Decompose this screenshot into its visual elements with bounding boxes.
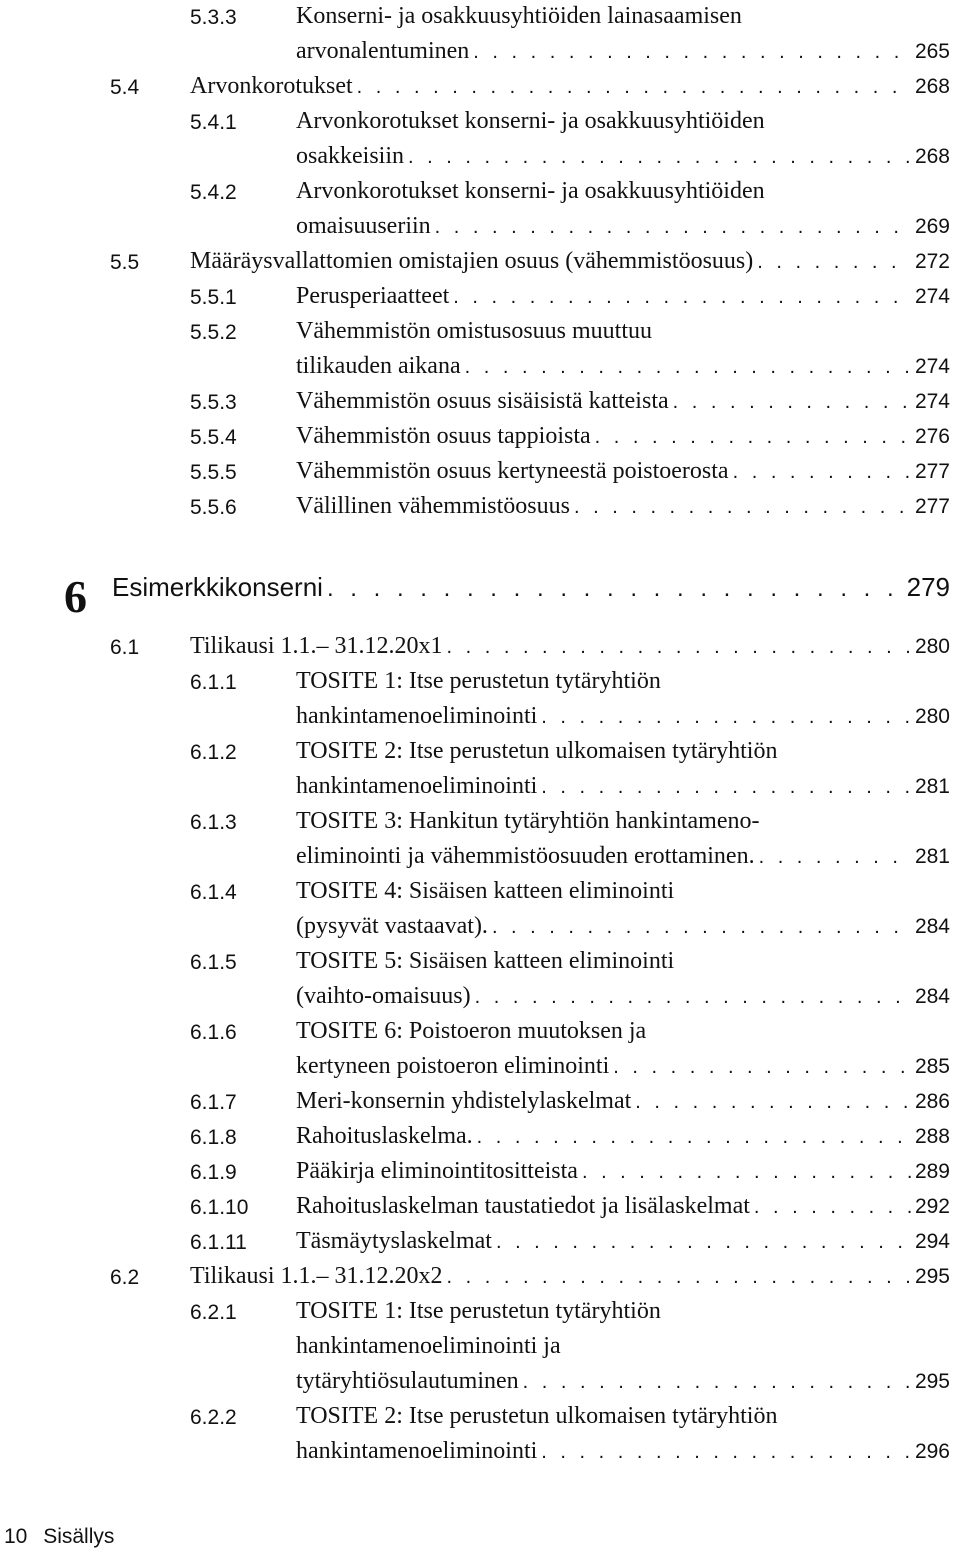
toc-entry-line bbox=[296, 384, 950, 419]
toc-entry-line bbox=[296, 1434, 950, 1469]
toc-entry-line bbox=[296, 314, 950, 349]
toc-entry-text: Välillinen vähemmistöosuus bbox=[296, 493, 570, 519]
toc-entry-number: 6.1.10 bbox=[190, 1196, 249, 1219]
toc-entry-title bbox=[296, 104, 950, 174]
toc-entry-number: 6.1.11 bbox=[190, 1231, 247, 1254]
dot-leader bbox=[357, 70, 911, 105]
toc-entry-text: hankintamenoeliminointi bbox=[296, 1438, 538, 1464]
toc-entry-number: 6.1.6 bbox=[190, 1021, 237, 1044]
toc-entry-line bbox=[296, 209, 950, 244]
toc-entry-page: 268 bbox=[914, 145, 950, 168]
toc-entry-title bbox=[296, 874, 950, 944]
toc-entry-number: 5.5.3 bbox=[190, 391, 237, 414]
toc-entry-text: TOSITE 1: Itse perustetun tytäryhtiön bbox=[296, 1298, 661, 1324]
toc-entry-text: TOSITE 2: Itse perustetun ulkomaisen tytäryhtiön bbox=[296, 738, 778, 764]
toc-entry bbox=[0, 1224, 960, 1259]
dot-leader bbox=[327, 575, 903, 603]
toc-entry-title bbox=[190, 244, 950, 279]
toc-entry-text: kertyneen poistoeron eliminointi bbox=[296, 1053, 610, 1079]
dot-leader bbox=[754, 1190, 911, 1225]
dot-leader bbox=[492, 910, 911, 945]
toc-entry bbox=[0, 279, 960, 314]
toc-entry-text: eliminointi ja vähemmistöosuuden erottaminen. bbox=[296, 843, 755, 869]
toc-entry-line bbox=[296, 1364, 950, 1399]
toc-entry-text: Arvonkorotukset bbox=[190, 73, 353, 99]
toc-entry-page: 274 bbox=[914, 355, 950, 378]
toc-entry-title bbox=[296, 1399, 950, 1469]
toc-entry-title bbox=[296, 279, 950, 314]
toc-entry-page: 277 bbox=[914, 460, 950, 483]
toc-entry-text: Arvonkorotukset konserni- ja osakkuusyhtiöiden bbox=[296, 178, 765, 204]
toc-entry bbox=[0, 314, 960, 384]
toc-entry-page: 268 bbox=[914, 75, 950, 98]
toc-entry-line bbox=[296, 1294, 950, 1329]
toc-entry-page: 277 bbox=[914, 495, 950, 518]
toc-entry-text: hankintamenoeliminointi bbox=[296, 703, 538, 729]
toc-entry bbox=[0, 1014, 960, 1084]
toc-entry-line bbox=[296, 769, 950, 804]
toc-entry-text: hankintamenoeliminointi bbox=[296, 773, 538, 799]
dot-leader bbox=[446, 630, 910, 665]
toc-entry-text: Vähemmistön osuus sisäisistä katteista bbox=[296, 388, 669, 414]
dot-leader bbox=[757, 245, 911, 280]
chapter-page: 279 bbox=[906, 572, 950, 602]
toc-entry-number: 5.5 bbox=[110, 251, 140, 274]
toc-entry-number: 6.1.8 bbox=[190, 1126, 237, 1149]
toc-entry bbox=[0, 629, 960, 664]
toc-entry-page: 285 bbox=[914, 1055, 950, 1078]
dot-leader bbox=[435, 210, 911, 245]
toc-entry-page: 272 bbox=[914, 250, 950, 273]
toc-entry-line bbox=[296, 874, 950, 909]
dot-leader bbox=[595, 420, 911, 455]
toc-entry bbox=[0, 244, 960, 279]
toc-entry-line bbox=[190, 244, 950, 279]
toc-entry bbox=[0, 454, 960, 489]
toc-entry-number: 5.5.4 bbox=[190, 426, 237, 449]
toc-entry-line bbox=[296, 454, 950, 489]
toc-entry-line bbox=[296, 1084, 950, 1119]
toc-entry-number: 5.5.1 bbox=[190, 286, 237, 309]
dot-leader bbox=[582, 1155, 911, 1190]
toc-entry-title bbox=[296, 1189, 950, 1224]
toc-entry-title bbox=[296, 489, 950, 524]
toc-entry-title bbox=[296, 454, 950, 489]
toc-entry-line bbox=[296, 909, 950, 944]
toc-entry-page: 274 bbox=[914, 285, 950, 308]
toc-entry-line bbox=[296, 839, 950, 874]
toc-entry-line bbox=[296, 34, 950, 69]
dot-leader bbox=[635, 1085, 911, 1120]
dot-leader bbox=[733, 455, 911, 490]
toc-entry bbox=[0, 1154, 960, 1189]
toc-entry-line bbox=[296, 1049, 950, 1084]
toc-entry-line bbox=[296, 944, 950, 979]
toc-entry-title bbox=[296, 664, 950, 734]
toc-entry-title bbox=[296, 1014, 950, 1084]
toc-entry-number: 6.1.9 bbox=[190, 1161, 237, 1184]
toc-entry-title bbox=[296, 314, 950, 384]
toc-entry-title bbox=[296, 1224, 950, 1259]
toc-entry bbox=[0, 664, 960, 734]
toc-entry-text: tytäryhtiösulautuminen bbox=[296, 1368, 519, 1394]
dot-leader bbox=[446, 1260, 910, 1295]
toc-entry-text: (vaihto-omaisuus) bbox=[296, 983, 471, 1009]
toc-entry-line bbox=[296, 804, 950, 839]
toc-entry-text: Täsmäytyslaskelmat bbox=[296, 1228, 492, 1254]
toc-entry-text: arvonalentuminen bbox=[296, 38, 470, 64]
toc-entry-text: TOSITE 5: Sisäisen katteen eliminointi bbox=[296, 948, 675, 974]
dot-leader bbox=[574, 490, 911, 525]
dot-leader bbox=[453, 280, 911, 315]
toc-entry-number: 6.2 bbox=[110, 1266, 140, 1289]
toc-entry-text: TOSITE 4: Sisäisen katteen eliminointi bbox=[296, 878, 675, 904]
toc-entry-text: Tilikausi 1.1.– 31.12.20x1 bbox=[190, 633, 443, 659]
dot-leader bbox=[475, 980, 911, 1015]
toc-entry-page: 292 bbox=[914, 1195, 950, 1218]
toc-entry-line bbox=[296, 1399, 950, 1434]
toc-entry-page: 265 bbox=[914, 40, 950, 63]
toc-entry-line bbox=[296, 104, 950, 139]
toc-entry bbox=[0, 489, 960, 524]
toc-entry-title bbox=[296, 419, 950, 454]
dot-leader bbox=[477, 1120, 911, 1155]
toc-entry bbox=[0, 1259, 960, 1294]
dot-leader bbox=[759, 840, 911, 875]
toc-entry-page: 281 bbox=[914, 845, 950, 868]
toc-entry-line bbox=[296, 1189, 950, 1224]
dot-leader bbox=[673, 385, 911, 420]
chapter-title-line bbox=[112, 572, 950, 616]
toc-entry bbox=[0, 734, 960, 804]
toc-entry-line bbox=[190, 69, 950, 104]
toc-entry-page: 280 bbox=[914, 705, 950, 728]
toc-entry-text: TOSITE 2: Itse perustetun ulkomaisen tytäryhtiön bbox=[296, 1403, 778, 1429]
toc-entry-title bbox=[190, 629, 950, 664]
toc-entry-line bbox=[296, 979, 950, 1014]
toc-entry-text: tilikauden aikana bbox=[296, 353, 461, 379]
toc-entry-line bbox=[190, 629, 950, 664]
chapter-number: 6 bbox=[64, 571, 87, 622]
toc-entry-line bbox=[296, 1014, 950, 1049]
toc-entry-number: 6.1.2 bbox=[190, 741, 237, 764]
toc-entry-line bbox=[296, 1224, 950, 1259]
chapter-title: Esimerkkikonserni bbox=[112, 572, 323, 602]
toc-entry-line bbox=[296, 174, 950, 209]
toc-entry bbox=[0, 1294, 960, 1399]
toc-entry-title bbox=[296, 1294, 950, 1399]
toc-entry-text: Määräysvallattomien omistajien osuus (vähemmistöosuus) bbox=[190, 248, 754, 274]
toc-entry-text: Perusperiaatteet bbox=[296, 283, 450, 309]
toc-entry-text: omaisuuseriin bbox=[296, 213, 431, 239]
toc-entry-page: 286 bbox=[914, 1090, 950, 1113]
chapter-6-heading bbox=[0, 570, 960, 620]
toc-entry-page: 274 bbox=[914, 390, 950, 413]
toc-entry-line bbox=[296, 349, 950, 384]
toc-entry-text: Pääkirja eliminointitositteista bbox=[296, 1158, 578, 1184]
dot-leader bbox=[496, 1225, 911, 1260]
toc-entry-page: 280 bbox=[914, 635, 950, 658]
toc-entry-line bbox=[296, 1154, 950, 1189]
toc-entry-number: 5.5.2 bbox=[190, 321, 237, 344]
toc-entry-line bbox=[190, 1259, 950, 1294]
toc-entry-line bbox=[296, 699, 950, 734]
toc-entry-page: 288 bbox=[914, 1125, 950, 1148]
toc-entry-text: Vähemmistön osuus tappioista bbox=[296, 423, 591, 449]
dot-leader bbox=[408, 140, 911, 175]
toc-entry-page: 276 bbox=[914, 425, 950, 448]
toc-entry-line bbox=[296, 489, 950, 524]
toc-entry-line bbox=[296, 0, 950, 34]
toc-entry-line bbox=[296, 419, 950, 454]
toc-entry-text: Tilikausi 1.1.– 31.12.20x2 bbox=[190, 1263, 443, 1289]
toc-entry-page: 269 bbox=[914, 215, 950, 238]
toc-entry-text: TOSITE 1: Itse perustetun tytäryhtiön bbox=[296, 668, 661, 694]
toc-entry-line bbox=[296, 1329, 950, 1364]
toc-entry-text: Meri-konsernin yhdistelylaskelmat bbox=[296, 1088, 632, 1114]
toc-entry-text: TOSITE 6: Poistoeron muutoksen ja bbox=[296, 1018, 647, 1044]
toc-entry bbox=[0, 944, 960, 1014]
toc-entry-title bbox=[296, 384, 950, 419]
toc-entry-text: (pysyvät vastaavat). bbox=[296, 913, 488, 939]
toc-entry-number: 5.5.6 bbox=[190, 496, 237, 519]
footer-page-number: 10 bbox=[4, 1525, 28, 1548]
toc-entry-line bbox=[296, 1119, 950, 1154]
toc-entry bbox=[0, 804, 960, 874]
toc-entry bbox=[0, 0, 960, 69]
dot-leader bbox=[523, 1365, 911, 1400]
toc-entry-page: 289 bbox=[914, 1160, 950, 1183]
toc-entry bbox=[0, 1119, 960, 1154]
toc-entry-number: 6.1.3 bbox=[190, 811, 237, 834]
toc-entry bbox=[0, 104, 960, 174]
toc-entry-title bbox=[296, 804, 950, 874]
toc-entry-title bbox=[296, 944, 950, 1014]
dot-leader bbox=[613, 1050, 911, 1085]
toc-entry-number: 6.1.7 bbox=[190, 1091, 237, 1114]
toc-entry-number: 5.4.1 bbox=[190, 111, 237, 134]
toc-entry-page: 284 bbox=[914, 985, 950, 1008]
toc-entry bbox=[0, 1399, 960, 1469]
toc-entry bbox=[0, 874, 960, 944]
toc-entry-line bbox=[296, 734, 950, 769]
toc-entry-number: 6.1.5 bbox=[190, 951, 237, 974]
toc-entry-page: 296 bbox=[914, 1440, 950, 1463]
dot-leader bbox=[465, 350, 911, 385]
toc-entry-text: Konserni- ja osakkuusyhtiöiden lainasaamisen bbox=[296, 3, 742, 29]
dot-leader bbox=[541, 770, 911, 805]
toc-entry-title bbox=[296, 1154, 950, 1189]
toc-entry-text: TOSITE 3: Hankitun tytäryhtiön hankintameno- bbox=[296, 808, 760, 834]
dot-leader bbox=[541, 1435, 911, 1470]
toc-entry-line bbox=[296, 139, 950, 174]
dot-leader bbox=[473, 35, 911, 70]
toc-entry-text: Vähemmistön osuus kertyneestä poistoerosta bbox=[296, 458, 729, 484]
toc-entry bbox=[0, 384, 960, 419]
toc-entry-text: Arvonkorotukset konserni- ja osakkuusyhtiöiden bbox=[296, 108, 765, 134]
toc-entry-page: 284 bbox=[914, 915, 950, 938]
toc-entry-page: 295 bbox=[914, 1265, 950, 1288]
toc-entry-number: 5.4.2 bbox=[190, 181, 237, 204]
toc-entry-number: 6.2.2 bbox=[190, 1406, 237, 1429]
toc-entry-text: Vähemmistön omistusosuus muuttuu bbox=[296, 318, 653, 344]
toc-entry-number: 6.1.1 bbox=[190, 671, 237, 694]
toc-entry-title bbox=[296, 1084, 950, 1119]
toc-entry-line bbox=[296, 279, 950, 314]
toc-entry bbox=[0, 1189, 960, 1224]
toc-entry bbox=[0, 174, 960, 244]
toc-entry-text: Rahoituslaskelman taustatiedot ja lisälaskelmat bbox=[296, 1193, 750, 1219]
page-footer bbox=[4, 1525, 114, 1549]
toc-entry-title bbox=[190, 69, 950, 104]
toc-entry-title bbox=[296, 1119, 950, 1154]
toc-entry-line bbox=[296, 664, 950, 699]
toc-entry-page: 295 bbox=[914, 1370, 950, 1393]
toc-entry-number: 6.2.1 bbox=[190, 1301, 237, 1324]
footer-section-name: Sisällys bbox=[43, 1525, 115, 1548]
dot-leader bbox=[541, 700, 911, 735]
toc-entry bbox=[0, 419, 960, 454]
toc-entry-number: 6.1 bbox=[110, 636, 140, 659]
toc-entry-number: 5.3.3 bbox=[190, 6, 237, 29]
toc-entry-number: 6.1.4 bbox=[190, 881, 237, 904]
toc-entry bbox=[0, 69, 960, 104]
toc-entry bbox=[0, 1084, 960, 1119]
toc-entry-text: Rahoituslaskelma. bbox=[296, 1123, 473, 1149]
toc-entry-page: 294 bbox=[914, 1230, 950, 1253]
toc-entry-number: 5.5.5 bbox=[190, 461, 237, 484]
toc-entry-text: hankintamenoeliminointi ja bbox=[296, 1333, 561, 1359]
toc-entry-text: osakkeisiin bbox=[296, 143, 404, 169]
toc-entry-title bbox=[296, 734, 950, 804]
toc-entry-title bbox=[190, 1259, 950, 1294]
toc-entry-title bbox=[296, 0, 950, 69]
toc-entry-title bbox=[296, 174, 950, 244]
toc-entry-number: 5.4 bbox=[110, 76, 140, 99]
toc-entry-page: 281 bbox=[914, 775, 950, 798]
